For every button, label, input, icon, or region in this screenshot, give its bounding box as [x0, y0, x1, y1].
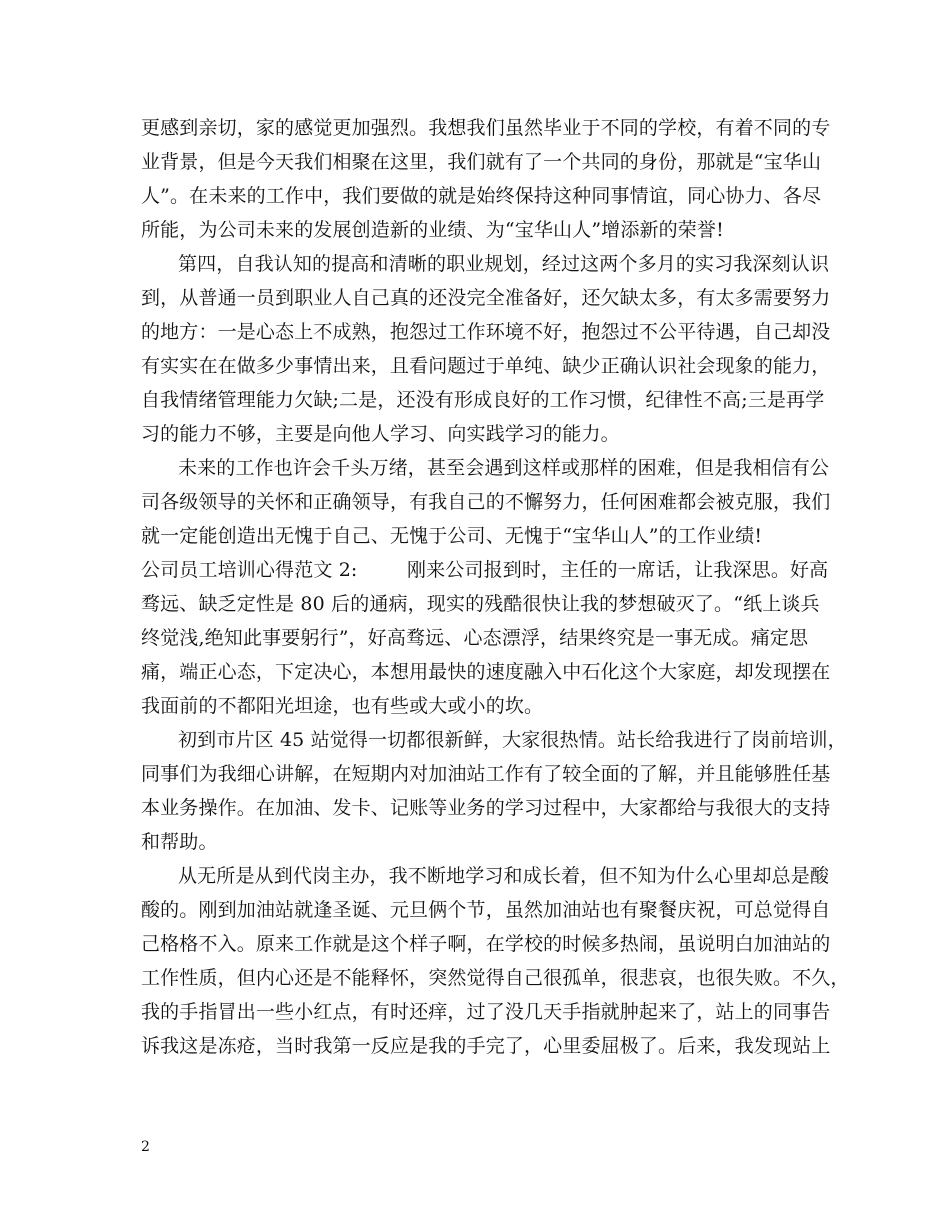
- text-line: 诉我这是冻疮，当时我第一反应是我的手完了，心里委屈极了。后来，我发现站上: [141, 1035, 831, 1057]
- page-number: 2: [141, 1139, 150, 1155]
- text-line: 痛，端正心态，下定决心，本想用最快的速度融入中石化这个大家庭，却发现摆在: [141, 661, 831, 683]
- text-line: 我的手指冒出一些小红点，有时还痒，过了没几天手指就肿起来了，站上的同事告: [141, 1001, 831, 1023]
- text-line: 自我情绪管理能力欠缺;二是，还没有形成良好的工作习惯，纪律性不高;三是再学: [141, 389, 825, 411]
- text-line: 和帮助。: [141, 831, 218, 853]
- text-line: 酸的。刚到加油站就逢圣诞、元旦俩个节，虽然加油站也有聚餐庆祝，可总觉得自: [141, 899, 831, 921]
- text-line: 到，从普通一员到职业人自己真的还没完全准备好，还欠缺太多，有太多需要努力: [141, 287, 831, 309]
- text-line: 己格格不入。原来工作就是这个样子啊，在学校的时候多热闹，虽说明白加油站的: [141, 933, 831, 955]
- text-line: 的地方：一是心态上不成熟，抱怨过工作环境不好，抱怨过不公平待遇，自己却没: [141, 321, 831, 343]
- text-line: 从无所是从到代岗主办，我不断地学习和成长着，但不知为什么心里却总是酸: [178, 865, 830, 887]
- text-line: 我面前的不都阳光坦途，也有些或大或小的坎。: [141, 695, 544, 717]
- text-line: 有实实在在做多少事情出来，且看问题过于单纯、缺少正确认识社会现象的能力，: [141, 355, 831, 377]
- text-line: 更感到亲切，家的感觉更加强烈。我想我们虽然毕业于不同的学校，有着不同的专: [141, 117, 831, 139]
- text-line: 司各级领导的关怀和正确领导，有我自己的不懈努力，任何困难都会被克服，我们: [141, 491, 831, 513]
- text-line: 业背景，但是今天我们相聚在这里，我们就有了一个共同的身份，那就是“宝华山: [141, 151, 822, 173]
- text-line: 所能，为公司未来的发展创造新的业绩、为“宝华山人”增添新的荣誉!: [141, 219, 724, 241]
- text-line: 第四，自我认知的提高和清晰的职业规划，经过这两个多月的实习我深刻认识: [178, 253, 830, 275]
- text-line: 本业务操作。在加油、发卡、记账等业务的学习过程中，大家都给与我很大的支持: [141, 797, 831, 819]
- text-line: 公司员工培训心得范文 2: 刚来公司报到时，主任的一席话，让我深思。好高: [141, 559, 829, 581]
- text-line: 初到市片区 45 站觉得一切都很新鲜，大家很热情。站长给我进行了岗前培训，: [178, 729, 847, 751]
- text-line: 人”。在未来的工作中，我们要做的就是始终保持这种同事情谊，同心协力、各尽: [141, 185, 822, 207]
- text-line: 终觉浅,绝知此事要躬行”，好高骛远、心态漂浮，结果终究是一事无成。痛定思: [141, 627, 809, 649]
- text-line: 同事们为我细心讲解，在短期内对加油站工作有了较全面的了解，并且能够胜任基: [141, 763, 831, 785]
- text-line: 未来的工作也许会千头万绪，甚至会遇到这样或那样的困难，但是我相信有公: [178, 457, 830, 479]
- text-line: 习的能力不够，主要是向他人学习、向实践学习的能力。: [141, 423, 620, 445]
- text-line: 工作性质，但内心还是不能释怀，突然觉得自己很孤单，很悲哀，也很失败。不久，: [141, 967, 850, 989]
- text-line: 骛远、缺乏定性是 80 后的通病，现实的残酷很快让我的梦想破灭了。“纸上谈兵: [141, 593, 820, 615]
- text-line: 就一定能创造出无愧于自己、无愧于公司、无愧于“宝华山人”的工作业绩!: [141, 525, 763, 547]
